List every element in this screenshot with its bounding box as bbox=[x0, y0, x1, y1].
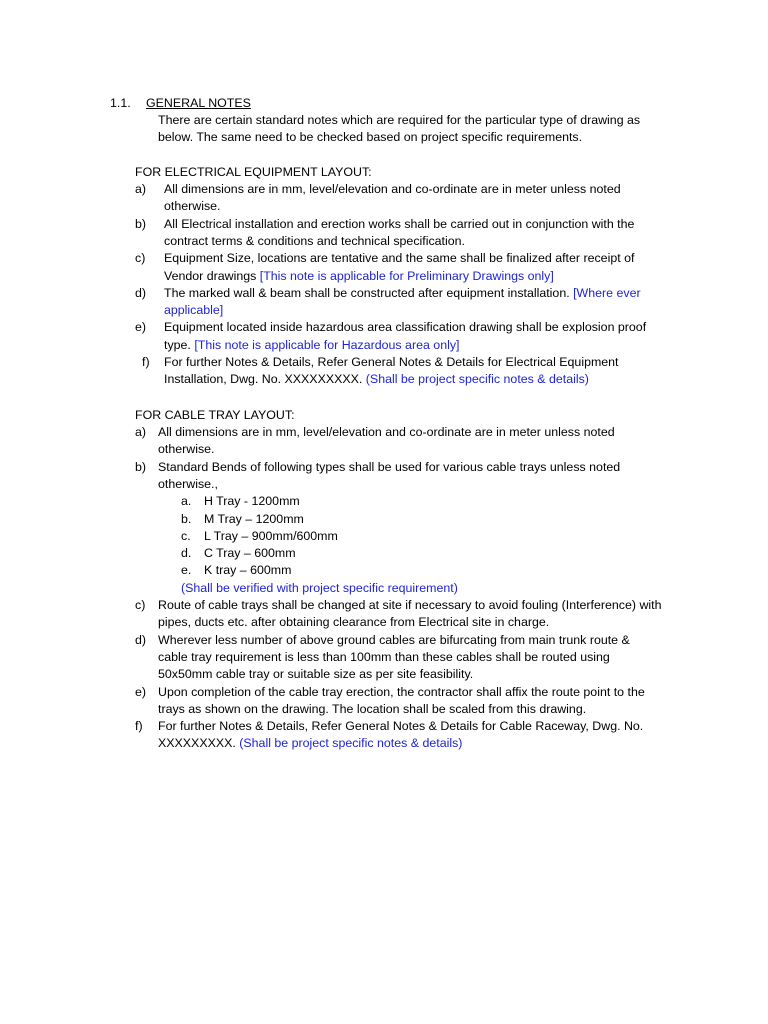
item-line bbox=[158, 424, 615, 441]
item-line bbox=[158, 684, 645, 701]
item-marker: f) bbox=[135, 719, 143, 734]
item-marker: c) bbox=[135, 598, 146, 612]
project-specific-note: [Where ever bbox=[573, 285, 641, 300]
bend-marker: d. bbox=[181, 546, 192, 561]
note-text: trays as shown on the drawing. The location shall be scaled from this drawing. bbox=[158, 701, 587, 716]
electrical-section-title: FOR ELECTRICAL EQUIPMENT LAYOUT: bbox=[135, 165, 372, 179]
item-marker: f) bbox=[142, 355, 150, 369]
bend-item: K tray – 600mm bbox=[204, 563, 292, 578]
project-specific-note: [This note is applicable for Preliminary Drawings only] bbox=[259, 268, 554, 283]
item-line bbox=[164, 216, 634, 233]
bend-item: C Tray – 600mm bbox=[204, 546, 296, 561]
note-text: contract terms & conditions and technical specification. bbox=[164, 233, 465, 248]
item-line bbox=[164, 285, 641, 302]
item-line bbox=[164, 337, 459, 354]
note-text: pipes, ducts etc. after obtaining clearance from Electrical site in charge. bbox=[158, 615, 550, 630]
item-line bbox=[158, 666, 473, 683]
note-text: Installation, Dwg. No. XXXXXXXXX. bbox=[164, 372, 366, 387]
note-text: 50x50mm cable tray or suitable size as per site feasibility. bbox=[158, 667, 474, 682]
note-text: All Electrical installation and erection works shall be carried out in conjunction with the bbox=[164, 216, 635, 231]
item-line bbox=[158, 632, 630, 649]
item-marker: b) bbox=[135, 459, 147, 474]
note-text: For further Notes & Details, Refer General Notes & Details for Cable Raceway, Dwg. No. bbox=[158, 719, 644, 734]
item-line bbox=[164, 354, 619, 371]
bend-marker: c. bbox=[181, 528, 191, 543]
note-text: All dimensions are in mm, level/elevation and co-ordinate are in meter unless noted bbox=[164, 182, 621, 196]
intro-line: There are certain standard notes which are required for the particular type of drawing as bbox=[158, 113, 641, 127]
note-text: All dimensions are in mm, level/elevation and co-ordinate are in meter unless noted bbox=[158, 425, 615, 439]
bend-item: L Tray – 900mm/600mm bbox=[204, 528, 338, 543]
item-marker: c) bbox=[135, 251, 146, 266]
note-text: For further Notes & Details, Refer General Notes & Details for Electrical Equipment bbox=[164, 355, 619, 369]
item-marker: e) bbox=[135, 684, 147, 699]
note-text: Standard Bends of following types shall be used for various cable trays unless noted bbox=[158, 459, 621, 474]
bend-item: H Tray - 1200mm bbox=[204, 494, 300, 509]
item-marker: a) bbox=[135, 182, 147, 196]
note-text: Equipment Size, locations are tentative and the same shall be finalized after receipt of bbox=[164, 251, 635, 266]
cable-tray-section-title: FOR CABLE TRAY LAYOUT: bbox=[135, 408, 295, 422]
item-line bbox=[164, 319, 646, 336]
bend-marker: e. bbox=[181, 563, 192, 578]
item-line bbox=[164, 302, 223, 319]
note-text: Wherever less number of above ground cables are bifurcating from main trunk route & bbox=[158, 632, 630, 647]
bend-item: M Tray – 1200mm bbox=[204, 511, 304, 526]
bend-marker: b. bbox=[181, 511, 192, 526]
intro-line: below. The same need to be checked based on project specific requirements. bbox=[158, 130, 583, 144]
item-marker: e) bbox=[135, 320, 147, 335]
item-marker: d) bbox=[135, 285, 147, 300]
item-marker: d) bbox=[135, 632, 147, 647]
note-text: The marked wall & beam shall be constructed after equipment installation. bbox=[164, 285, 574, 300]
item-line bbox=[158, 459, 620, 476]
note-text: type. bbox=[164, 337, 195, 352]
item-line bbox=[164, 181, 621, 198]
note-text: Equipment located inside hazardous area classification drawing shall be explosion proof bbox=[164, 320, 647, 335]
note-text: XXXXXXXXX. bbox=[158, 736, 240, 751]
note-text: Upon completion of the cable tray erection, the contractor shall affix the route point to the bbox=[158, 684, 645, 699]
note-text: otherwise. bbox=[164, 199, 221, 214]
project-specific-note: (Shall be project specific notes & details) bbox=[239, 736, 463, 751]
item-marker: b) bbox=[135, 216, 147, 231]
item-marker: a) bbox=[135, 425, 147, 439]
item-line bbox=[164, 268, 554, 285]
section-title: GENERAL NOTES bbox=[146, 96, 251, 110]
item-line bbox=[158, 614, 549, 631]
item-line bbox=[158, 441, 214, 458]
project-specific-note: [This note is applicable for Hazardous area only] bbox=[194, 337, 460, 352]
item-line bbox=[164, 233, 465, 250]
project-specific-note: applicable] bbox=[164, 303, 224, 318]
note-text: cable tray requirement is less than 100mm than these cables shall be routed using bbox=[158, 649, 610, 664]
section-number: 1.1. bbox=[110, 96, 131, 110]
item-line bbox=[158, 718, 643, 735]
note-text: otherwise., bbox=[158, 476, 218, 491]
item-line bbox=[164, 198, 220, 215]
bends-note: (Shall be verified with project specific requirement) bbox=[181, 580, 458, 595]
item-line bbox=[158, 476, 218, 493]
item-line bbox=[158, 735, 462, 752]
project-specific-note: (Shall be project specific notes & details) bbox=[365, 372, 589, 387]
item-line bbox=[158, 597, 661, 614]
note-text: Vendor drawings bbox=[164, 268, 260, 283]
item-line bbox=[164, 371, 589, 388]
item-line bbox=[158, 649, 610, 666]
bend-marker: a. bbox=[181, 494, 192, 509]
note-text: otherwise. bbox=[158, 442, 215, 457]
item-line bbox=[164, 250, 634, 267]
note-text: Route of cable trays shall be changed at site if necessary to avoid fouling (Interference) with bbox=[158, 598, 662, 612]
item-line bbox=[158, 701, 586, 718]
